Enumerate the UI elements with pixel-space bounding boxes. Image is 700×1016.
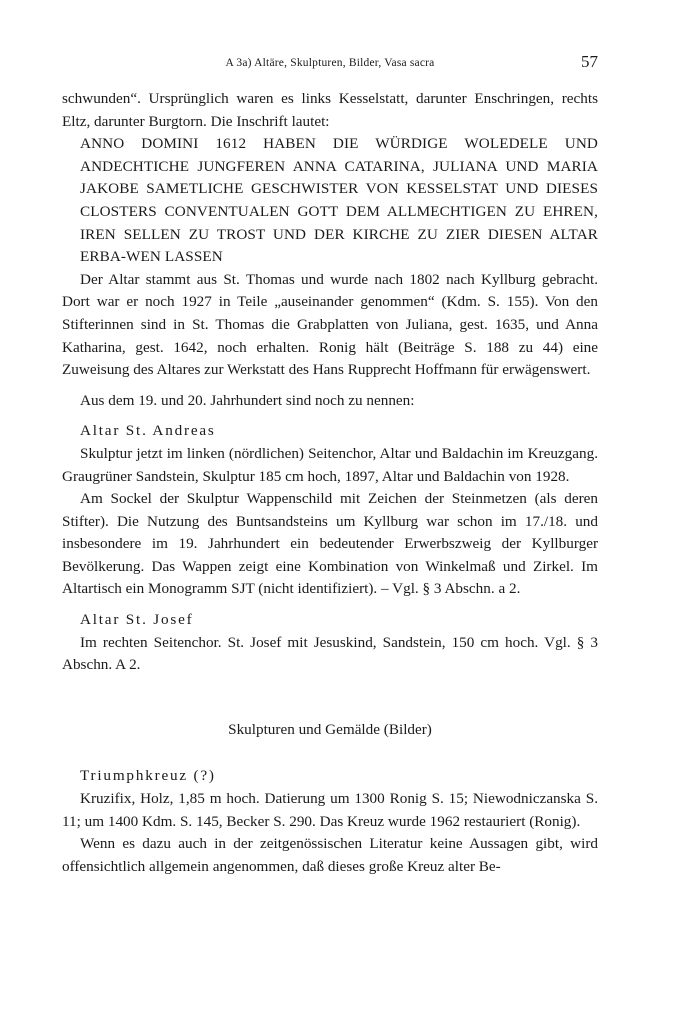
inscription-text: ANNO DOMINI 1612 HABEN DIE WÜRDIGE WOLEDELE UND ANDECHTICHE JUNGFEREN ANNA CATARINA, JULIANA UND MARIA JAKOBE SAMETLICHE GESCHWISTER VON KESSELSTAT UND DIESES CLOSTERS CONVENTUALEN GOTT DEM ALLMECHTIGEN ZU EHREN, IREN SELLEN ZU TROST UND DER KIRCHE ZU ZIER DIESEN ALTAR ERBA-WEN LASSEN: [80, 135, 598, 266]
section-heading: Skulpturen und Gemälde (Bilder): [228, 720, 432, 738]
paragraph-andreas-2: Am Sockel der Skulptur Wappenschild mit Zeichen der Steinmetzen (als deren Stifter). Die Nutzung des Buntsandsteins um Kyllburg war schon im 17./18. und insbesondere im 19. Jahrhundert ein bedeutender Erwerbszweig der Kyllburger Bevölkerung. Das Wappen zeigt eine Kombination von Winkelmaß und Zirkel. Im Altartisch ein Monogramm SJT (nicht identifiziert). – Vgl. § 3 Abschn. a 2.: [62, 490, 598, 598]
running-title: A 3a) Altäre, Skulpturen, Bilder, Vasa sacra: [225, 57, 435, 69]
heading-altar-josef: Altar St. Josef: [80, 611, 194, 629]
page-number: 57: [581, 52, 598, 71]
document-page: [62, 50, 598, 878]
paragraph-andreas-1: Skulptur jetzt im linken (nördlichen) Seitenchor, Altar und Baldachin im Kreuzgang. Graugrüner Sandstein, Skulptur 185 cm hoch, 1897, Altar und Baldachin von 1928.: [62, 444, 598, 485]
paragraph-intro: schwunden“. Ursprünglich waren es links Kesselstatt, darunter Enschringen, rechts Eltz, darunter Burgtorn. Die Inschrift lautet:: [62, 90, 598, 130]
heading-altar-andreas: Altar St. Andreas: [80, 422, 216, 440]
paragraph-kreuz-1: Kruzifix, Holz, 1,85 m hoch. Datierung um 1300 Ronig S. 15; Niewodniczanska S. 11; um 1400 Kdm. S. 145, Becker S. 290. Das Kreuz wurde 1962 restauriert (Ronig).: [62, 790, 598, 830]
paragraph-19-20-century: Aus dem 19. und 20. Jahrhundert sind noch zu nennen:: [80, 391, 415, 409]
paragraph-altar-origin: Der Altar stammt aus St. Thomas und wurde nach 1802 nach Kyllburg gebracht. Dort war er noch 1927 in Teile „auseinander genommen“ (Kdm. S. 155). Von den Stifterinnen sind in St. Thomas die Grabplatten von Juliana, gest. 1635, und Anna Katharina, gest. 1642, noch erhalten. Ronig hält (Beiträge S. 188 zu 44) eine Zuweisung des Altares zur Werkstatt des Hans Rupprecht Hoffmann für erwägenswert.: [62, 270, 598, 379]
page-header: [62, 50, 598, 76]
heading-triumphkreuz: Triumphkreuz (?): [80, 767, 216, 785]
paragraph-josef-1: Im rechten Seitenchor. St. Josef mit Jesuskind, Sandstein, 150 cm hoch. Vgl. § 3 Abschn. A 2.: [62, 633, 598, 674]
paragraph-kreuz-2: Wenn es dazu auch in der zeitgenössischen Literatur keine Aussagen gibt, wird offensichtlich allgemein angenommen, daß dieses große Kreuz alter Be-: [62, 835, 598, 875]
